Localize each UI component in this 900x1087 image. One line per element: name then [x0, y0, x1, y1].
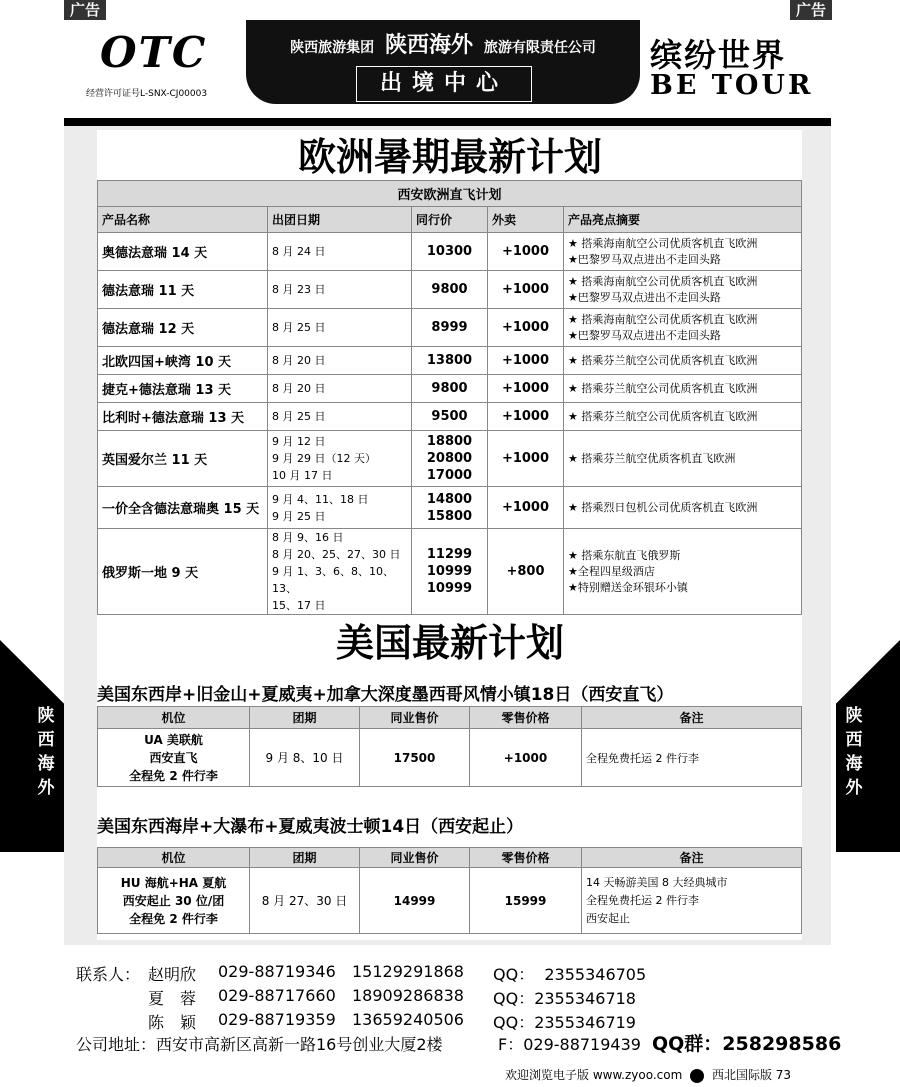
product-name-cell [98, 375, 268, 403]
col-dates: 出团日期 [268, 207, 412, 233]
trade-price-cell [412, 309, 488, 347]
contact-qq: QQ： 2355346705 [493, 965, 647, 984]
price-line: 10999 [426, 564, 473, 579]
highlights-cell [564, 431, 802, 487]
trade-price-cell [412, 403, 488, 431]
usa-tour2-title: 美国东西海岸+大瀑布+夏威夷波士顿14日（西安起止） [97, 817, 524, 837]
date-line: 15、17 日 [272, 599, 326, 612]
col-product: 产品名称 [98, 207, 268, 233]
table-row [98, 868, 802, 934]
trade-price-cell [412, 271, 488, 309]
markup-value: +1000 [501, 320, 550, 335]
price-line: 18800 [426, 434, 473, 449]
dates-cell: 8 月 27、30 日 [250, 868, 360, 934]
product-name: 比利时+德法意瑞 13 天 [102, 411, 245, 426]
trade-price-cell [412, 233, 488, 271]
date-line: 8 月 25 日 [272, 410, 326, 423]
markup-value: +1000 [501, 244, 550, 259]
date-line: 8 月 20 日 [272, 354, 326, 367]
highlight-line: ★ 搭乘海南航空公司优质客机直飞欧洲 [568, 312, 758, 326]
note-line: 全程免费托运 2 件行李 [586, 751, 699, 765]
dates-cell [268, 271, 412, 309]
price-line: 14800 [426, 491, 473, 507]
table-row [98, 431, 802, 487]
col-retail-price: 零售价格 [470, 707, 582, 729]
dates-cell: 9 月 8、10 日 [250, 729, 360, 787]
col-trade-price: 同业售价 [360, 848, 470, 868]
table-row [98, 529, 802, 615]
table-row [98, 233, 802, 271]
side-label-left: 陕西海外 [37, 706, 55, 798]
contact-mobile: 13659240506 [352, 1010, 464, 1029]
note-line: 全程免费托运 2 件行李 [586, 893, 699, 907]
product-name: 北欧四国+峡湾 10 天 [102, 355, 232, 370]
europe-table-title: 西安欧洲直飞计划 [98, 181, 802, 207]
date-line: 9 月 1、3、6、8、10、13、 [272, 565, 394, 595]
footer [505, 1066, 791, 1083]
contact-qq: QQ：2355346719 [493, 1013, 636, 1032]
dates-cell [268, 375, 412, 403]
contact-name: 夏 蓉 [148, 989, 197, 1008]
trade-price-cell [412, 529, 488, 615]
price-line: 15800 [426, 508, 473, 524]
dates-cell [268, 529, 412, 615]
fax: F：029-88719439 [498, 1035, 641, 1054]
highlight-line: ★ 搭乘芬兰航空公司优质客机直飞欧洲 [568, 381, 758, 395]
highlight-line: ★巴黎罗马双点进出不走回头路 [568, 328, 721, 342]
company-suffix: 旅游有限责任公司 [483, 40, 596, 56]
side-label-right: 陕西海外 [845, 706, 863, 798]
license-number: 经营许可证号L-SNX-CJ00003 [86, 89, 208, 99]
price-line: 8999 [431, 320, 468, 335]
price-line: 17000 [426, 468, 473, 483]
price-line: 9500 [431, 409, 468, 424]
brand-chinese: 缤纷世界 [650, 36, 787, 74]
date-line: 8 月 20 日 [272, 382, 326, 395]
price-line: 20800 [426, 451, 473, 466]
usa-title: 美国最新计划 [335, 620, 564, 665]
company-address: 公司地址：西安市高新区高新一路16号创业大厦2楼 [76, 1035, 443, 1054]
dates-cell [268, 403, 412, 431]
company-name: 陕西海外 [384, 32, 473, 58]
product-name: 德法意瑞 11 天 [102, 284, 195, 299]
date-line: 8 月 25 日 [272, 321, 326, 334]
markup-value: +1000 [501, 409, 550, 424]
col-seat: 机位 [98, 848, 250, 868]
product-name-cell [98, 403, 268, 431]
markup-value: +1000 [501, 353, 550, 368]
highlights-cell [564, 271, 802, 309]
date-line: 9 月 4、11、18 日 [272, 492, 369, 506]
trade-price-cell: 14999 [360, 868, 470, 934]
price-line: 9800 [431, 381, 468, 396]
markup-cell [488, 529, 564, 615]
date-line: 9 月 29 日（12 天） [272, 452, 376, 465]
usa-tour2-table [97, 847, 802, 934]
highlight-line: ★巴黎罗马双点进出不走回头路 [568, 290, 721, 304]
contact-tel: 029-88719346 [218, 962, 336, 981]
col-notes: 备注 [582, 848, 802, 868]
dates-cell [268, 487, 412, 529]
markup-cell [488, 271, 564, 309]
highlight-line: ★特别赠送金环银环小镇 [568, 580, 688, 594]
price-line: 9800 [431, 282, 468, 297]
seat-cell [98, 729, 250, 787]
company-banner [246, 20, 640, 104]
product-name-cell [98, 431, 268, 487]
product-name-cell [98, 271, 268, 309]
highlight-line: ★ 搭乘芬兰航空公司优质客机直飞欧洲 [568, 353, 758, 367]
contact-qq: QQ：2355346718 [493, 989, 636, 1008]
date-line: 9 月 25 日 [272, 509, 326, 523]
product-name: 奥德法意瑞 14 天 [102, 246, 208, 261]
markup-value: +800 [506, 564, 545, 579]
markup-cell [488, 309, 564, 347]
highlights-cell [564, 529, 802, 615]
notes-cell [582, 729, 802, 787]
markup-cell [488, 487, 564, 529]
group-name: 陕西旅游集团 [290, 40, 375, 56]
ad-label-left: 广告 [64, 0, 106, 20]
highlight-line: ★ 搭乘芬兰航空优质客机直飞欧洲 [568, 451, 736, 465]
trade-price-cell [412, 487, 488, 529]
markup-cell [488, 431, 564, 487]
ad-label-right: 广告 [790, 0, 832, 20]
markup-cell [488, 375, 564, 403]
trade-price-cell: 17500 [360, 729, 470, 787]
seat-line: 西安直飞 [149, 750, 198, 765]
qq-group: QQ群：258298586 [652, 1033, 842, 1055]
table-row [98, 375, 802, 403]
brand-english: BE TOUR [650, 70, 814, 101]
footer-logo-icon [690, 1069, 704, 1083]
contact-mobile: 15129291868 [352, 962, 464, 981]
markup-value: +1000 [501, 500, 550, 515]
usa-tour1-table [97, 706, 802, 787]
seat-line: 全程免 2 件行李 [129, 911, 218, 926]
product-name-cell [98, 347, 268, 375]
table-row [98, 347, 802, 375]
seat-line: 全程免 2 件行李 [129, 768, 218, 783]
date-line: 8 月 23 日 [272, 283, 326, 296]
product-name: 俄罗斯一地 9 天 [102, 566, 199, 581]
highlight-line: ★巴黎罗马双点进出不走回头路 [568, 252, 721, 266]
highlights-cell [564, 233, 802, 271]
highlights-cell [564, 487, 802, 529]
dates-cell [268, 309, 412, 347]
contact-tel: 029-88719359 [218, 1010, 336, 1029]
dates-cell [268, 431, 412, 487]
retail-price-cell: +1000 [470, 729, 582, 787]
date-line: 10 月 17 日 [272, 469, 333, 482]
notes-cell [582, 868, 802, 934]
highlight-line: ★全程四星级酒店 [568, 564, 655, 578]
note-line: 西安起止 [586, 911, 630, 925]
price-line: 13800 [426, 353, 473, 368]
table-row [98, 309, 802, 347]
contact-tel: 029-88717660 [218, 986, 336, 1005]
col-tour-dates: 团期 [250, 848, 360, 868]
seat-cell [98, 868, 250, 934]
page-number: 73 [775, 1068, 792, 1082]
product-name-cell [98, 529, 268, 615]
markup-value: +1000 [501, 381, 550, 396]
table-row [98, 271, 802, 309]
table-row [98, 729, 802, 787]
highlights-cell [564, 403, 802, 431]
dates-cell [268, 347, 412, 375]
markup-value: +1000 [501, 451, 550, 466]
markup-cell [488, 233, 564, 271]
date-line: 8 月 20、25、27、30 日 [272, 548, 401, 561]
col-retail-price: 零售价格 [470, 848, 582, 868]
seat-line: HU 海航+HA 夏航 [120, 875, 227, 890]
markup-cell [488, 347, 564, 375]
contact-name: 陈 颖 [148, 1013, 197, 1032]
contact-mobile: 18909286838 [352, 986, 464, 1005]
col-markup: 外卖 [488, 207, 564, 233]
highlight-line: ★ 搭乘海南航空公司优质客机直飞欧洲 [568, 236, 758, 250]
date-line: 9 月 12 日 [272, 435, 326, 448]
markup-cell [488, 403, 564, 431]
contact-name: 赵明欣 [148, 965, 197, 984]
contact-label: 联系人： [76, 965, 141, 984]
col-trade-price: 同行价 [412, 207, 488, 233]
table-row [98, 403, 802, 431]
footer-edition: 西北国际版 [711, 1068, 772, 1082]
seat-line: 西安起止 30 位/团 [122, 893, 225, 908]
highlight-line: ★ 搭乘芬兰航空公司优质客机直飞欧洲 [568, 409, 758, 423]
usa-tour1-title: 美国东西岸+旧金山+夏威夷+加拿大深度墨西哥风情小镇18日（西安直飞） [97, 685, 674, 705]
table-row [98, 487, 802, 529]
date-line: 8 月 24 日 [272, 245, 326, 258]
col-notes: 备注 [582, 707, 802, 729]
trade-price-cell [412, 347, 488, 375]
product-name: 捷克+德法意瑞 13 天 [102, 383, 232, 398]
date-line: 8 月 9、16 日 [272, 531, 344, 544]
highlights-cell [564, 309, 802, 347]
product-name: 德法意瑞 12 天 [102, 322, 195, 337]
outbound-center: 出境中心 [356, 66, 532, 102]
col-tour-dates: 团期 [250, 707, 360, 729]
highlights-cell [564, 375, 802, 403]
product-name: 英国爱尔兰 11 天 [102, 453, 208, 468]
product-name: 一价全含德法意瑞奥 15 天 [102, 502, 260, 517]
markup-value: +1000 [501, 282, 550, 297]
price-line: 10999 [426, 581, 473, 596]
trade-price-cell [412, 375, 488, 403]
price-line: 10300 [426, 244, 473, 259]
europe-title: 欧洲暑期最新计划 [297, 134, 602, 179]
europe-table [97, 180, 802, 615]
price-line: 11299 [426, 547, 473, 562]
highlight-line: ★ 搭乘烈日包机公司优质客机直飞欧洲 [568, 500, 758, 514]
product-name-cell [98, 309, 268, 347]
col-trade-price: 同业售价 [360, 707, 470, 729]
seat-line: UA 美联航 [144, 732, 203, 747]
highlight-line: ★ 搭乘东航直飞俄罗斯 [568, 548, 681, 562]
trade-price-cell [412, 431, 488, 487]
footer-text: 欢迎浏览电子版 www.zyoo.com [505, 1068, 683, 1082]
dates-cell [268, 233, 412, 271]
otc-logo: OTC [100, 28, 208, 77]
note-line: 14 天畅游美国 8 大经典城市 [586, 875, 728, 889]
col-highlights: 产品亮点摘要 [564, 207, 802, 233]
highlights-cell [564, 347, 802, 375]
product-name-cell [98, 487, 268, 529]
col-seat: 机位 [98, 707, 250, 729]
retail-price-cell: 15999 [470, 868, 582, 934]
product-name-cell [98, 233, 268, 271]
highlight-line: ★ 搭乘海南航空公司优质客机直飞欧洲 [568, 274, 758, 288]
